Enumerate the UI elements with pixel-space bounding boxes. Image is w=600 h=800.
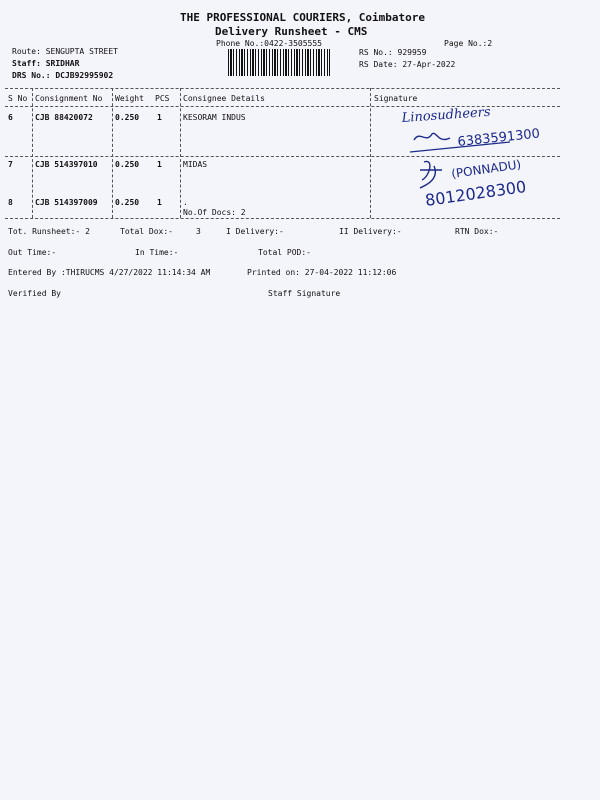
in-time: In Time:- (135, 248, 179, 257)
rs-number: RS No.: 929959 (359, 48, 427, 57)
total-pod: Total POD:- (258, 248, 311, 257)
entered-by: Entered By :THIRUCMS 4/27/2022 11:14:34 AM (8, 268, 211, 277)
row-consignee: KESORAM INDUS (183, 113, 246, 122)
document-title: Delivery Runsheet - CMS (215, 25, 368, 38)
row-doc-count: No.Of Docs: 2 (183, 208, 246, 217)
row-sno: 8 (8, 198, 13, 207)
header-consignment: Consignment No (35, 94, 103, 103)
barcode (228, 49, 330, 76)
header-weight: Weight (115, 94, 144, 103)
handwritten-signature (380, 100, 590, 220)
total-runsheet: Tot. Runsheet:- 2 (8, 227, 90, 236)
column-divider (180, 88, 181, 218)
row-consignment: CJB 514397010 (35, 160, 98, 169)
total-dox-label: Total Dox:- (120, 227, 173, 236)
handwriting-line-4: 8012028300 (423, 176, 528, 210)
row-sno: 6 (8, 113, 13, 122)
i-delivery: I Delivery:- (226, 227, 284, 236)
verified-by: Verified By (8, 289, 61, 298)
company-name: THE PROFESSIONAL COURIERS, Coimbatore (180, 11, 426, 24)
row-weight: 0.250 (115, 113, 140, 122)
row-consignee: MIDAS (183, 160, 208, 169)
drs-number: DRS No.: DCJB92995902 (12, 71, 114, 80)
row-weight: 0.250 (115, 160, 140, 169)
header-consignee: Consignee Details (183, 94, 265, 103)
signature-scribble (414, 133, 450, 140)
column-divider (370, 88, 371, 218)
row-weight: 0.250 (115, 198, 140, 207)
header-signature: Signature (374, 94, 418, 103)
header-pcs: PCS (155, 94, 170, 103)
page-number: Page No.:2 (444, 39, 493, 48)
row-pcs: 1 (157, 160, 162, 169)
printed-on: Printed on: 27-04-2022 11:12:06 (247, 268, 397, 277)
out-time: Out Time:- (8, 248, 57, 257)
staff-signature: Staff Signature (268, 289, 341, 298)
ii-delivery: II Delivery:- (339, 227, 402, 236)
rtn-dox: RTN Dox:- (455, 227, 499, 236)
staff: Staff: SRIDHAR (12, 59, 80, 68)
header-sno: S No (8, 94, 28, 103)
column-divider (112, 88, 113, 218)
row-sno: 7 (8, 160, 13, 169)
row-consignment: CJB 88420072 (35, 113, 93, 122)
row-consignment: CJB 514397009 (35, 198, 98, 207)
row-pcs: 1 (157, 198, 162, 207)
total-dox-value: 3 (196, 227, 201, 236)
phone-number: Phone No.:0422-3505555 (216, 39, 322, 48)
route: Route: SENGUPTA STREET (12, 47, 118, 56)
signature-scribble (420, 161, 442, 188)
row-consignee: . (183, 198, 188, 207)
handwriting-line-3: (PONNADU) (450, 157, 522, 181)
row-pcs: 1 (157, 113, 162, 122)
table-top-rule (5, 88, 560, 89)
handwriting-line-1: Linosudheers (401, 104, 492, 126)
handwriting-line-2: 6383591300 (456, 126, 541, 150)
rs-date: RS Date: 27-Apr-2022 (359, 60, 456, 69)
column-divider (32, 88, 33, 218)
